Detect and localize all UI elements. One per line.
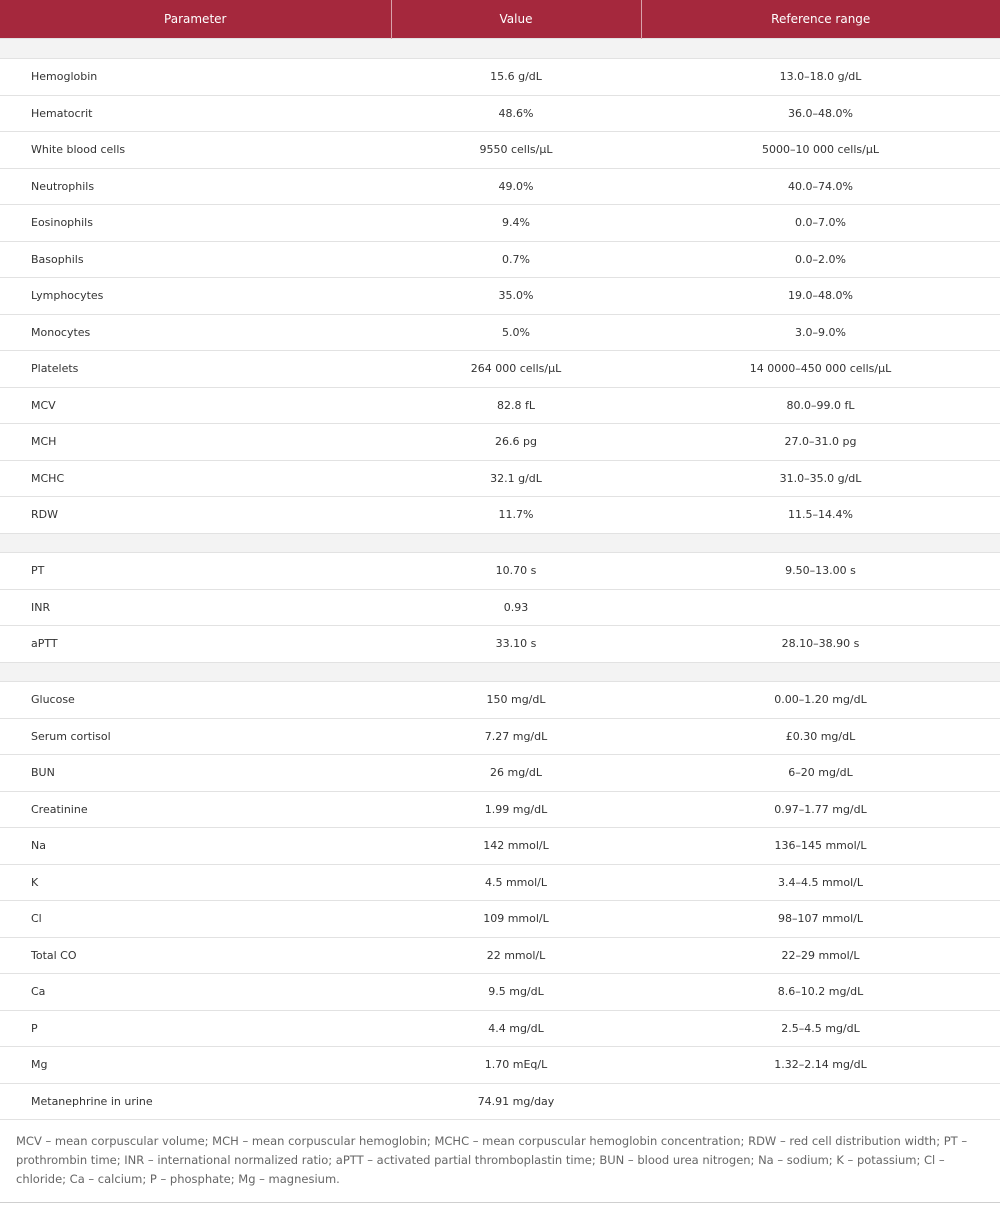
parameter-cell: Serum cortisol bbox=[0, 718, 391, 755]
table-row bbox=[0, 755, 1000, 792]
value-cell: 142 mmol/L bbox=[391, 828, 641, 865]
parameter-cell: BUN bbox=[0, 755, 391, 792]
value-cell: 48.6% bbox=[391, 95, 641, 132]
parameter-cell: Na bbox=[0, 828, 391, 865]
value-cell: 26 mg/dL bbox=[391, 755, 641, 792]
value-cell: 26.6 pg bbox=[391, 424, 641, 461]
parameter-cell: INR bbox=[0, 589, 391, 626]
parameter-cell: K bbox=[0, 864, 391, 901]
reference-range-cell: 6–20 mg/dL bbox=[641, 755, 1000, 792]
value-cell: 1.70 mEq/L bbox=[391, 1047, 641, 1084]
parameter-cell: Neutrophils bbox=[0, 168, 391, 205]
table-row bbox=[0, 828, 1000, 865]
table-footnote: MCV – mean corpuscular volume; MCH – mean corpuscular hemoglobin; MCHC – mean corpuscular hemoglobin concentration; RDW – red cell distribution width; PT – prothrombin time; INR – international normalized ratio; aPTT – activated partial thromboplastin time; BUN – blood urea nitrogen; Na – sodium; K – potassium; Cl – chloride; Ca – calcium; P – phosphate; Mg – magnesium. bbox=[16, 1134, 968, 1186]
value-cell: 1.99 mg/dL bbox=[391, 791, 641, 828]
group-separator bbox=[0, 662, 1000, 682]
reference-range-cell: 9.50–13.00 s bbox=[641, 553, 1000, 590]
table-row bbox=[0, 168, 1000, 205]
parameter-cell: Metanephrine in urine bbox=[0, 1083, 391, 1120]
bottom-divider bbox=[0, 1202, 1000, 1203]
table-row bbox=[0, 351, 1000, 388]
value-cell: 0.93 bbox=[391, 589, 641, 626]
parameter-cell: Ca bbox=[0, 974, 391, 1011]
parameter-cell: MCHC bbox=[0, 460, 391, 497]
value-cell: 74.91 mg/day bbox=[391, 1083, 641, 1120]
table-header bbox=[0, 0, 1000, 39]
parameter-cell: P bbox=[0, 1010, 391, 1047]
table-row bbox=[0, 95, 1000, 132]
table-row bbox=[0, 718, 1000, 755]
header-parameter: Parameter bbox=[0, 0, 391, 39]
parameter-cell: Monocytes bbox=[0, 314, 391, 351]
reference-range-cell: 19.0–48.0% bbox=[641, 278, 1000, 315]
reference-range-cell: 5000–10 000 cells/μL bbox=[641, 132, 1000, 169]
reference-range-cell: 0.00–1.20 mg/dL bbox=[641, 682, 1000, 719]
reference-range-cell bbox=[641, 589, 1000, 626]
parameter-cell: Hemoglobin bbox=[0, 59, 391, 96]
value-cell: 9.5 mg/dL bbox=[391, 974, 641, 1011]
table-row bbox=[0, 901, 1000, 938]
value-cell: 0.7% bbox=[391, 241, 641, 278]
parameter-cell: Platelets bbox=[0, 351, 391, 388]
reference-range-cell: 3.0–9.0% bbox=[641, 314, 1000, 351]
table-row bbox=[0, 241, 1000, 278]
parameter-cell: Hematocrit bbox=[0, 95, 391, 132]
group-separator bbox=[0, 39, 1000, 59]
value-cell: 32.1 g/dL bbox=[391, 460, 641, 497]
table-row bbox=[0, 497, 1000, 534]
value-cell: 109 mmol/L bbox=[391, 901, 641, 938]
reference-range-cell: 0.0–7.0% bbox=[641, 205, 1000, 242]
reference-range-cell: 22–29 mmol/L bbox=[641, 937, 1000, 974]
parameter-cell: White blood cells bbox=[0, 132, 391, 169]
parameter-cell: Creatinine bbox=[0, 791, 391, 828]
parameter-cell: Glucose bbox=[0, 682, 391, 719]
reference-range-cell: 0.97–1.77 mg/dL bbox=[641, 791, 1000, 828]
table-row bbox=[0, 974, 1000, 1011]
table-row bbox=[0, 59, 1000, 96]
table-row bbox=[0, 278, 1000, 315]
reference-range-cell: 1.32–2.14 mg/dL bbox=[641, 1047, 1000, 1084]
reference-range-cell bbox=[641, 1083, 1000, 1120]
table-row bbox=[0, 460, 1000, 497]
table-row bbox=[0, 314, 1000, 351]
group-separator-cell bbox=[0, 39, 1000, 59]
reference-range-cell: 98–107 mmol/L bbox=[641, 901, 1000, 938]
header-value: Value bbox=[391, 0, 641, 39]
reference-range-cell: £0.30 mg/dL bbox=[641, 718, 1000, 755]
value-cell: 4.5 mmol/L bbox=[391, 864, 641, 901]
value-cell: 7.27 mg/dL bbox=[391, 718, 641, 755]
table-row bbox=[0, 132, 1000, 169]
table-row bbox=[0, 626, 1000, 663]
parameter-cell: Mg bbox=[0, 1047, 391, 1084]
value-cell: 82.8 fL bbox=[391, 387, 641, 424]
table-row bbox=[0, 1010, 1000, 1047]
reference-range-cell: 3.4–4.5 mmol/L bbox=[641, 864, 1000, 901]
parameter-cell: Total CO bbox=[0, 937, 391, 974]
table-row bbox=[0, 1047, 1000, 1084]
value-cell: 22 mmol/L bbox=[391, 937, 641, 974]
reference-range-cell: 28.10–38.90 s bbox=[641, 626, 1000, 663]
parameter-cell: aPTT bbox=[0, 626, 391, 663]
reference-range-cell: 0.0–2.0% bbox=[641, 241, 1000, 278]
reference-range-cell: 2.5–4.5 mg/dL bbox=[641, 1010, 1000, 1047]
parameter-cell: Cl bbox=[0, 901, 391, 938]
reference-range-cell: 31.0–35.0 g/dL bbox=[641, 460, 1000, 497]
parameter-cell: Eosinophils bbox=[0, 205, 391, 242]
reference-range-cell: 14 0000–450 000 cells/μL bbox=[641, 351, 1000, 388]
reference-range-cell: 80.0–99.0 fL bbox=[641, 387, 1000, 424]
value-cell: 33.10 s bbox=[391, 626, 641, 663]
value-cell: 9550 cells/μL bbox=[391, 132, 641, 169]
table-row bbox=[0, 937, 1000, 974]
table-row bbox=[0, 387, 1000, 424]
reference-range-cell: 11.5–14.4% bbox=[641, 497, 1000, 534]
value-cell: 5.0% bbox=[391, 314, 641, 351]
reference-range-cell: 36.0–48.0% bbox=[641, 95, 1000, 132]
parameter-cell: RDW bbox=[0, 497, 391, 534]
value-cell: 15.6 g/dL bbox=[391, 59, 641, 96]
parameter-cell: Basophils bbox=[0, 241, 391, 278]
value-cell: 35.0% bbox=[391, 278, 641, 315]
parameter-cell: MCV bbox=[0, 387, 391, 424]
header-row bbox=[0, 0, 1000, 39]
table-row bbox=[0, 424, 1000, 461]
reference-range-cell: 13.0–18.0 g/dL bbox=[641, 59, 1000, 96]
value-cell: 4.4 mg/dL bbox=[391, 1010, 641, 1047]
table-row bbox=[0, 1083, 1000, 1120]
group-separator bbox=[0, 533, 1000, 553]
group-separator-cell bbox=[0, 662, 1000, 682]
parameter-cell: Lymphocytes bbox=[0, 278, 391, 315]
table-row bbox=[0, 589, 1000, 626]
value-cell: 11.7% bbox=[391, 497, 641, 534]
table-body bbox=[0, 39, 1000, 1120]
table-row bbox=[0, 553, 1000, 590]
reference-range-cell: 40.0–74.0% bbox=[641, 168, 1000, 205]
table-row bbox=[0, 864, 1000, 901]
reference-range-cell: 8.6–10.2 mg/dL bbox=[641, 974, 1000, 1011]
table-row bbox=[0, 205, 1000, 242]
group-separator-cell bbox=[0, 533, 1000, 553]
parameter-cell: MCH bbox=[0, 424, 391, 461]
parameter-cell: PT bbox=[0, 553, 391, 590]
table-row bbox=[0, 791, 1000, 828]
reference-range-cell: 27.0–31.0 pg bbox=[641, 424, 1000, 461]
value-cell: 9.4% bbox=[391, 205, 641, 242]
value-cell: 49.0% bbox=[391, 168, 641, 205]
value-cell: 264 000 cells/μL bbox=[391, 351, 641, 388]
value-cell: 150 mg/dL bbox=[391, 682, 641, 719]
header-reference-range: Reference range bbox=[641, 0, 1000, 39]
value-cell: 10.70 s bbox=[391, 553, 641, 590]
table-row bbox=[0, 682, 1000, 719]
reference-range-cell: 136–145 mmol/L bbox=[641, 828, 1000, 865]
